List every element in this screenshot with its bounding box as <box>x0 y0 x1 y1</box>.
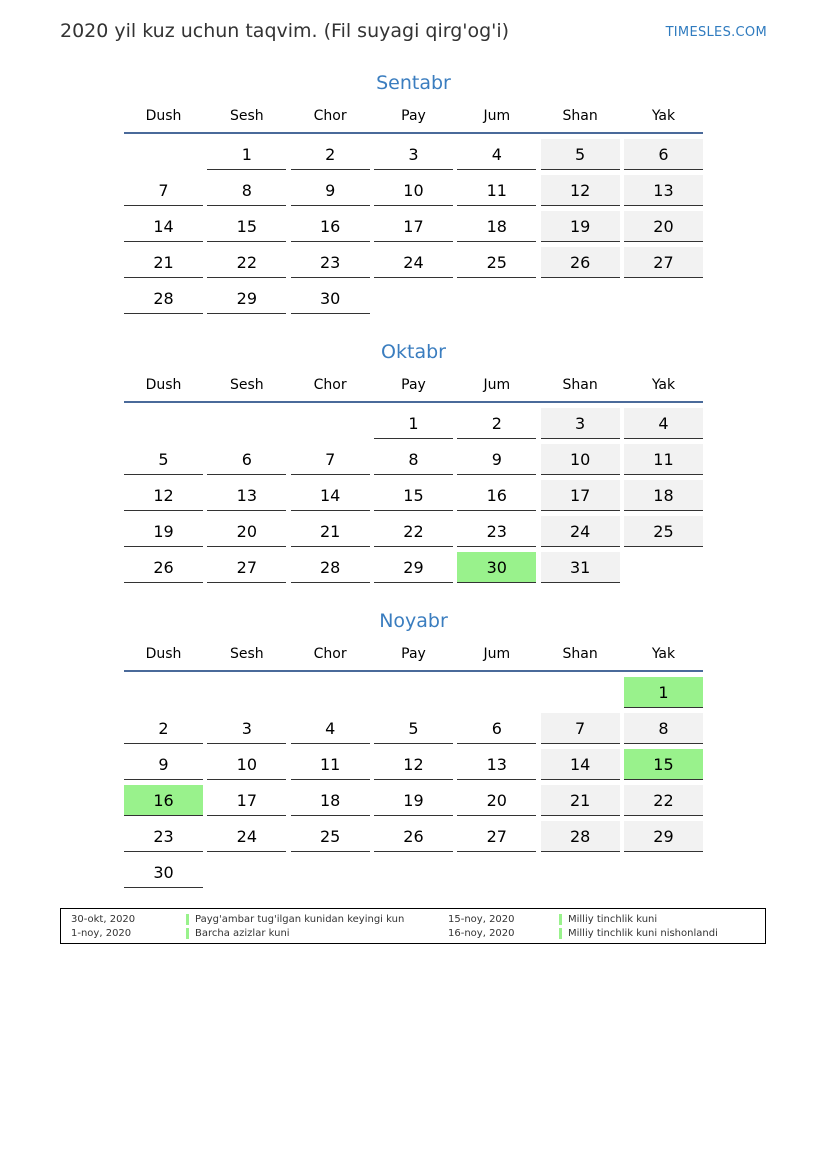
day-cell: 28 <box>541 821 620 852</box>
day-cell: 24 <box>207 821 286 852</box>
day-cell: 6 <box>207 444 286 475</box>
day-cell: 27 <box>624 247 703 278</box>
weekday-label: Shan <box>562 646 598 662</box>
day-cell: 17 <box>374 211 453 242</box>
week-row <box>124 480 703 511</box>
day-cell: 11 <box>624 444 703 475</box>
day-cell: 27 <box>457 821 536 852</box>
weekday-label: Dush <box>145 108 182 124</box>
day-cell: 7 <box>291 444 370 475</box>
weekday-label: Pay <box>401 646 426 662</box>
day-cell: 29 <box>624 821 703 852</box>
day-cell: 18 <box>624 480 703 511</box>
day-cell: 11 <box>457 175 536 206</box>
day-cell: 3 <box>374 139 453 170</box>
day-cell: 16 <box>457 480 536 511</box>
week-row <box>124 552 703 583</box>
day-cell: 30 <box>291 283 370 314</box>
day-cell: 13 <box>207 480 286 511</box>
day-cell: 26 <box>124 552 203 583</box>
day-cell: 12 <box>374 749 453 780</box>
day-cell: 15 <box>374 480 453 511</box>
weekday-label: Dush <box>145 377 182 393</box>
week-row <box>124 785 703 816</box>
day-cell: 18 <box>291 785 370 816</box>
day-cell: 10 <box>207 749 286 780</box>
day-cell: 2 <box>457 408 536 439</box>
day-cell: 13 <box>624 175 703 206</box>
legend-holiday-name: Milliy tinchlik kuni nishonlandi <box>568 928 718 939</box>
legend-color-marker <box>559 914 562 925</box>
day-cell: 10 <box>541 444 620 475</box>
empty-cell <box>457 283 536 314</box>
week-row <box>124 139 703 170</box>
empty-cell <box>624 857 703 888</box>
day-cell: 1 <box>207 139 286 170</box>
empty-cell <box>541 677 620 708</box>
day-cell: 23 <box>457 516 536 547</box>
day-cell: 22 <box>374 516 453 547</box>
week-row <box>124 211 703 242</box>
day-cell: 15 <box>207 211 286 242</box>
weekday-label: Pay <box>401 108 426 124</box>
empty-cell <box>207 408 286 439</box>
day-cell: 23 <box>291 247 370 278</box>
legend-holiday-name: Barcha azizlar kuni <box>195 928 290 939</box>
month-calendar <box>124 70 703 319</box>
day-cell: 14 <box>291 480 370 511</box>
day-cell: 25 <box>291 821 370 852</box>
week-row <box>124 516 703 547</box>
day-cell: 4 <box>457 139 536 170</box>
weekday-label: Chor <box>313 108 347 124</box>
legend-holiday-name: Payg'ambar tug'ilgan kunidan keyingi kun <box>195 914 405 925</box>
legend-color-marker <box>186 914 189 925</box>
day-cell: 17 <box>207 785 286 816</box>
legend-date: 16-noy, 2020 <box>448 928 515 939</box>
day-cell: 18 <box>457 211 536 242</box>
holiday-legend <box>60 908 766 944</box>
week-row <box>124 175 703 206</box>
day-cell: 31 <box>541 552 620 583</box>
holiday-day-cell: 1 <box>624 677 703 708</box>
day-cell: 4 <box>291 713 370 744</box>
empty-cell <box>374 283 453 314</box>
day-cell: 28 <box>124 283 203 314</box>
weekday-label: Sesh <box>229 646 264 662</box>
week-row <box>124 247 703 278</box>
day-cell: 5 <box>541 139 620 170</box>
holiday-day-cell: 30 <box>457 552 536 583</box>
site-link[interactable]: TIMESLES.COM <box>665 25 767 40</box>
day-cell: 9 <box>124 749 203 780</box>
day-cell: 11 <box>291 749 370 780</box>
month-name: Sentabr <box>376 72 451 94</box>
day-cell: 26 <box>374 821 453 852</box>
weekday-header <box>124 644 703 672</box>
empty-cell <box>374 677 453 708</box>
day-cell: 12 <box>541 175 620 206</box>
day-cell: 4 <box>624 408 703 439</box>
day-cell: 6 <box>457 713 536 744</box>
day-cell: 20 <box>457 785 536 816</box>
day-cell: 22 <box>624 785 703 816</box>
day-cell: 3 <box>541 408 620 439</box>
week-row <box>124 821 703 852</box>
week-row <box>124 677 703 708</box>
day-cell: 8 <box>207 175 286 206</box>
day-cell: 23 <box>124 821 203 852</box>
legend-color-marker <box>559 928 562 939</box>
week-row <box>124 444 703 475</box>
day-cell: 22 <box>207 247 286 278</box>
legend-date: 1-noy, 2020 <box>71 928 132 939</box>
day-cell: 17 <box>541 480 620 511</box>
week-row <box>124 713 703 744</box>
day-cell: 24 <box>374 247 453 278</box>
day-cell: 24 <box>541 516 620 547</box>
empty-cell <box>374 857 453 888</box>
empty-cell <box>624 283 703 314</box>
weekday-label: Shan <box>562 377 598 393</box>
holiday-day-cell: 15 <box>624 749 703 780</box>
week-row <box>124 408 703 439</box>
weekday-label: Jum <box>483 377 511 393</box>
month-calendar <box>124 339 703 588</box>
week-row <box>124 749 703 780</box>
weekday-header <box>124 106 703 134</box>
weekday-label: Sesh <box>229 377 264 393</box>
day-cell: 3 <box>207 713 286 744</box>
day-cell: 30 <box>124 857 203 888</box>
day-cell: 9 <box>291 175 370 206</box>
legend-color-marker <box>186 928 189 939</box>
day-cell: 8 <box>374 444 453 475</box>
legend-date: 15-noy, 2020 <box>448 914 515 925</box>
empty-cell <box>207 857 286 888</box>
weekday-label: Jum <box>483 108 511 124</box>
day-cell: 28 <box>291 552 370 583</box>
legend-holiday-name: Milliy tinchlik kuni <box>568 914 658 925</box>
weekday-label: Dush <box>145 646 182 662</box>
day-cell: 13 <box>457 749 536 780</box>
weekday-label: Yak <box>651 646 676 662</box>
holiday-day-cell: 16 <box>124 785 203 816</box>
day-cell: 20 <box>207 516 286 547</box>
week-row <box>124 283 703 314</box>
empty-cell <box>124 139 203 170</box>
day-cell: 10 <box>374 175 453 206</box>
day-cell: 7 <box>541 713 620 744</box>
day-cell: 12 <box>124 480 203 511</box>
day-cell: 14 <box>541 749 620 780</box>
week-row <box>124 857 703 888</box>
weekday-label: Pay <box>401 377 426 393</box>
day-cell: 6 <box>624 139 703 170</box>
day-cell: 8 <box>624 713 703 744</box>
day-cell: 9 <box>457 444 536 475</box>
weekday-label: Yak <box>651 108 676 124</box>
month-name: Oktabr <box>381 341 446 363</box>
day-cell: 27 <box>207 552 286 583</box>
empty-cell <box>124 408 203 439</box>
day-cell: 25 <box>624 516 703 547</box>
day-cell: 19 <box>374 785 453 816</box>
day-cell: 19 <box>541 211 620 242</box>
day-cell: 5 <box>374 713 453 744</box>
weekday-label: Sesh <box>229 108 264 124</box>
empty-cell <box>457 857 536 888</box>
day-cell: 21 <box>291 516 370 547</box>
empty-cell <box>541 283 620 314</box>
month-calendar <box>124 608 703 893</box>
empty-cell <box>624 552 703 583</box>
day-cell: 21 <box>124 247 203 278</box>
legend-date: 30-okt, 2020 <box>71 914 136 925</box>
day-cell: 19 <box>124 516 203 547</box>
day-cell: 29 <box>207 283 286 314</box>
month-name: Noyabr <box>379 610 448 632</box>
day-cell: 16 <box>291 211 370 242</box>
day-cell: 2 <box>291 139 370 170</box>
day-cell: 29 <box>374 552 453 583</box>
weekday-label: Chor <box>313 646 347 662</box>
weekday-header <box>124 375 703 403</box>
weekday-label: Shan <box>562 108 598 124</box>
day-cell: 21 <box>541 785 620 816</box>
empty-cell <box>207 677 286 708</box>
day-cell: 2 <box>124 713 203 744</box>
day-cell: 25 <box>457 247 536 278</box>
weekday-label: Chor <box>313 377 347 393</box>
day-cell: 26 <box>541 247 620 278</box>
empty-cell <box>291 408 370 439</box>
weekday-label: Yak <box>651 377 676 393</box>
day-cell: 5 <box>124 444 203 475</box>
weekday-label: Jum <box>483 646 511 662</box>
day-cell: 20 <box>624 211 703 242</box>
empty-cell <box>457 677 536 708</box>
empty-cell <box>291 857 370 888</box>
page-title: 2020 yil kuz uchun taqvim. (Fil suyagi qirg'og'i) <box>60 20 510 42</box>
empty-cell <box>124 677 203 708</box>
day-cell: 1 <box>374 408 453 439</box>
empty-cell <box>291 677 370 708</box>
empty-cell <box>541 857 620 888</box>
day-cell: 14 <box>124 211 203 242</box>
day-cell: 7 <box>124 175 203 206</box>
